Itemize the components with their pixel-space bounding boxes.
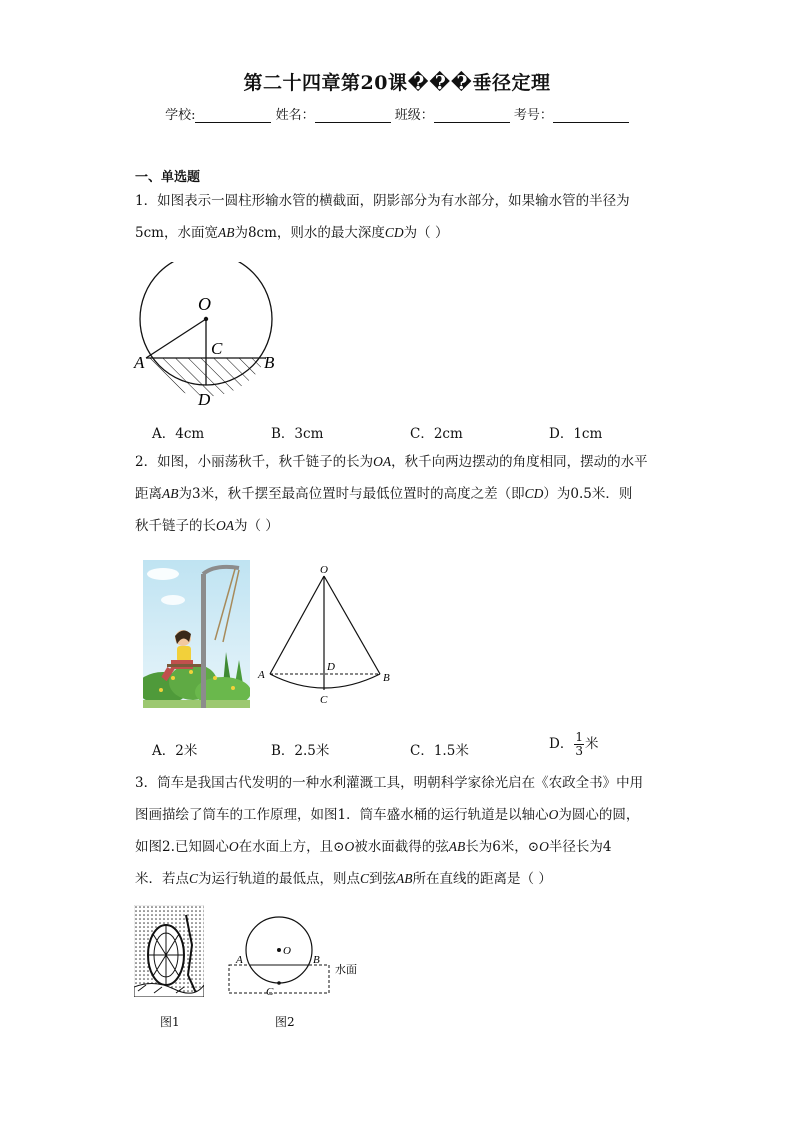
lowest-point-c xyxy=(277,981,281,985)
class-label: 班级： xyxy=(394,108,434,123)
label-b: B xyxy=(264,353,275,372)
name-blank[interactable] xyxy=(315,108,391,123)
water-wheel-drawing xyxy=(134,905,204,997)
question-2-line-3: 秋千链子的长OA为（ ） xyxy=(135,518,279,534)
q1-option-d[interactable]: D．1cm xyxy=(549,426,603,442)
q2-option-a[interactable]: A．2米 xyxy=(152,743,198,759)
q1-option-b[interactable]: B．3cm xyxy=(271,426,324,442)
segment-oa xyxy=(146,319,206,358)
label-o: O xyxy=(198,294,211,314)
label-o: O xyxy=(320,564,328,576)
q2-option-b[interactable]: B．2.5米 xyxy=(271,743,330,759)
figure-2-caption: 图2 xyxy=(275,1015,295,1029)
center-point xyxy=(204,317,208,321)
exam-no-blank[interactable] xyxy=(553,108,629,123)
question-2-line-1: 2．如图，小丽荡秋千，秋千链子的长为OA，秋千向两边摆动的角度相同，摆动的水平 xyxy=(135,454,648,470)
question-1-text xyxy=(135,186,665,249)
q2-option-d[interactable]: D． $\frac{1}{3}$ 米 xyxy=(549,730,599,758)
question-2-swing-geometry xyxy=(252,560,402,710)
q2-option-c[interactable]: C．1.5米 xyxy=(410,743,469,759)
arc-acb xyxy=(270,674,380,688)
water-rectangle xyxy=(229,965,329,993)
q1-option-a[interactable]: A．4cm xyxy=(152,426,205,442)
line-ob xyxy=(324,576,380,674)
question-3-text xyxy=(135,768,670,895)
label-o: O xyxy=(283,945,291,957)
name-label: 姓名： xyxy=(275,108,315,123)
school-blank[interactable] xyxy=(195,108,271,123)
label-d: D xyxy=(327,661,335,673)
question-1-line-2: 5cm，水面宽AB为8cm，则水的最大深度CD为（ ） xyxy=(135,225,449,241)
label-c: C xyxy=(320,694,328,706)
label-b: B xyxy=(383,672,390,684)
label-b: B xyxy=(313,954,320,966)
question-1-pipe-figure xyxy=(130,262,290,414)
page-title: 第二十四章第20课���垂径定理 xyxy=(243,72,551,94)
question-1-line-1: 1．如图表示一圆柱形输水管的横截面，阴影部分为有水部分，如果输水管的半径为 xyxy=(135,193,630,209)
label-a: A xyxy=(134,353,145,372)
line-oa xyxy=(270,576,324,674)
question-2-line-2: 距离AB为3米，秋千摆至最高位置时与最低位置时的高度之差（即CD）为0.5米．则 xyxy=(135,486,633,502)
label-a: A xyxy=(236,954,243,966)
label-water-surface: 水面 xyxy=(335,964,357,976)
label-c: C xyxy=(211,339,223,358)
fraction-one-third: $\frac{1}{3}$ xyxy=(575,730,583,758)
student-info-line xyxy=(0,104,794,123)
exam-no-label: 考号： xyxy=(513,108,553,123)
class-blank[interactable] xyxy=(434,108,510,123)
center-point xyxy=(277,948,281,952)
question-3-line-4: 米．若点C为运行轨道的最低点，则点C到弦AB所在直线的距离是（ ） xyxy=(135,871,552,887)
swing-girl-illustration xyxy=(143,560,250,708)
question-3-figure-2 xyxy=(224,905,374,1001)
question-3-line-2: 图画描绘了筒车的工作原理，如图1．筒车盛水桶的运行轨道是以轴心O为圆心的圆， xyxy=(135,807,640,823)
label-a: A xyxy=(258,669,265,681)
question-3-line-1: 3．筒车是我国古代发明的一种水利灌溉工具，明朝科学家徐光启在《农政全书》中用 xyxy=(135,775,644,791)
question-3-line-3: 如图2.已知圆心O在水面上方，且⊙O被水面截得的弦AB长为6米，⊙O半径长为4 xyxy=(135,839,612,855)
figure-1-caption: 图1 xyxy=(160,1015,180,1029)
section-heading: 一、单选题 xyxy=(135,170,201,185)
school-label: 学校: xyxy=(165,108,196,123)
label-c: C xyxy=(266,986,274,998)
question-2-text xyxy=(135,446,665,542)
label-d: D xyxy=(198,390,211,409)
q1-option-c[interactable]: C．2cm xyxy=(410,426,463,442)
